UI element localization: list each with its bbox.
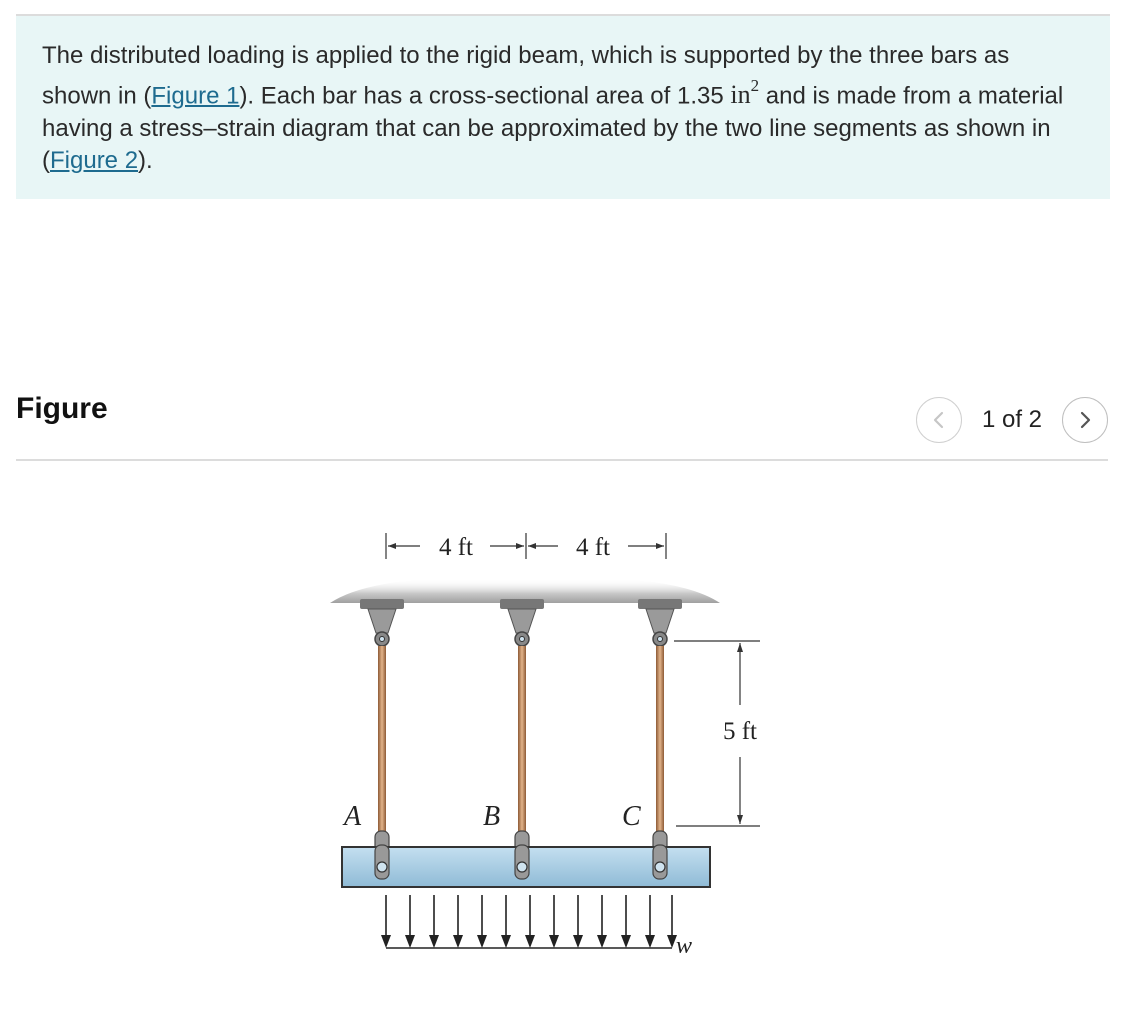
chevron-left-icon [932,410,946,430]
dim-arrowhead [388,543,396,549]
unit-exponent: 2 [750,75,760,95]
previous-figure-button[interactable] [916,397,962,443]
problem-text-3: and is made from a material having a stress–strain diagram that can be approximated by the two line segments as shown in ( [42,82,1064,175]
problem-text-4: ). [138,147,153,175]
area-unit [730,75,760,110]
load-arrowheads [381,935,677,948]
label-c: C [622,801,641,832]
height-label: 5 ft [722,718,758,745]
dimension-label: 4 ft [575,534,611,561]
unit-text: in [730,80,751,110]
dim-arrowhead [737,815,743,824]
figure-counter: 1 of 2 [981,406,1042,433]
dim-arrowhead [737,643,743,652]
next-figure-button[interactable] [1062,397,1108,443]
dim-arrowhead [516,543,524,549]
dim-arrowhead [656,543,664,549]
beam-figure [320,515,780,965]
dimension-label: 4 ft [438,534,474,561]
figure-1-link[interactable]: Figure 1 [151,82,240,110]
dim-arrowhead [528,543,536,549]
figure-heading: Figure [16,392,108,425]
figure-2-link[interactable]: Figure 2 [50,147,139,175]
bar-b [500,599,544,879]
bar-a [360,599,404,879]
load-label: w [676,933,693,959]
problem-text-1: The distributed loading is applied to the rigid beam, which is supported by the three bars as shown in ( [42,42,1010,110]
figure-pager [916,397,1108,443]
problem-text-2: ). Each bar has a cross-sectional area of 1.35 [239,82,731,110]
chevron-right-icon [1078,410,1092,430]
label-a: A [344,801,362,832]
label-b: B [483,801,501,832]
figure-divider [16,459,1108,461]
top-dimension [386,533,666,559]
problem-statement [16,16,1110,199]
